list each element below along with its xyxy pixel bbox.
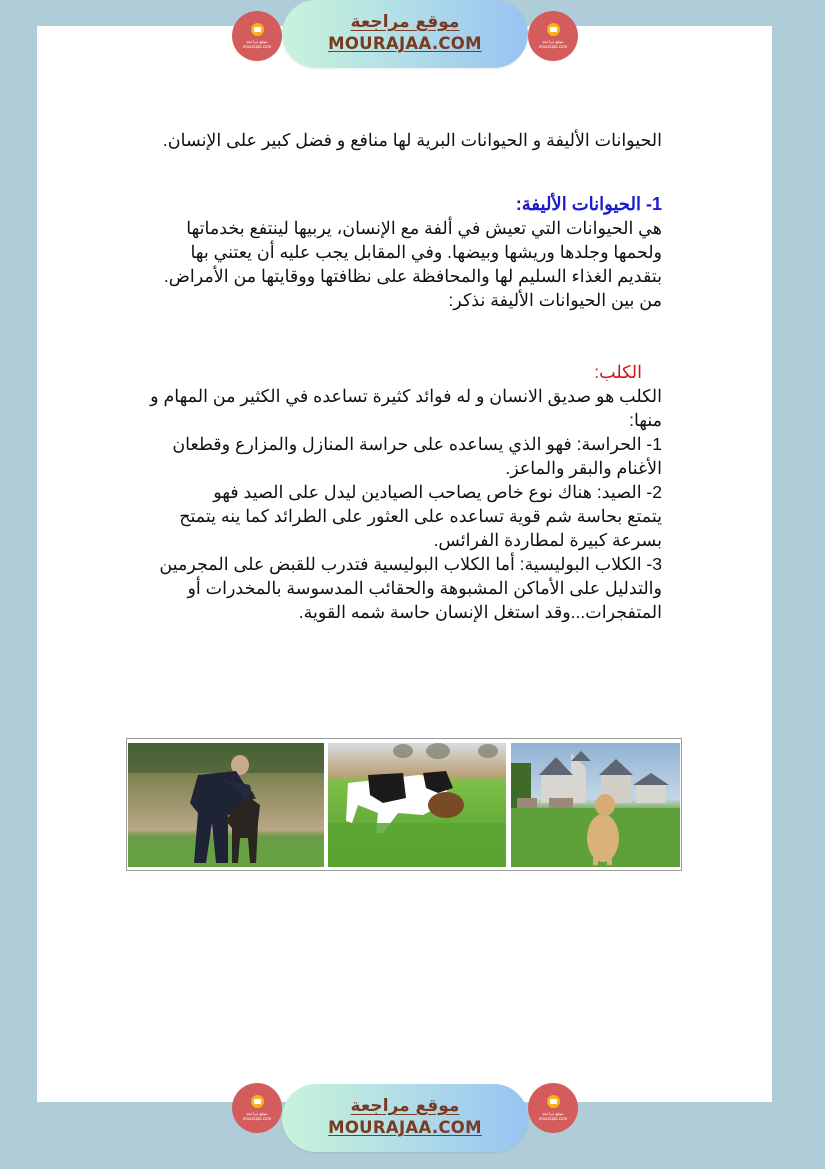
badge-text-ar: موقع مراجعة — [542, 1111, 564, 1116]
paragraph-line: بسرعة كبيرة لمطاردة الفرائس. — [433, 530, 662, 550]
site-logo-badge-left[interactable] — [232, 1083, 282, 1133]
site-logo-badge-right[interactable] — [528, 1083, 578, 1133]
logo-icon — [547, 23, 560, 36]
list-item-police-dogs: 3- الكلاب البوليسية: أما الكلاب البوليسية فتدرب للقبض على المجرمين — [159, 554, 662, 574]
list-item-guarding: 1- الحراسة: فهو الذي يساعده على حراسة المنازل والمزارع وقطعان — [172, 434, 662, 454]
site-link-banner[interactable] — [282, 0, 528, 68]
paragraph-line: الأغنام والبقر والماعز. — [505, 458, 662, 478]
police-dog-photo — [128, 743, 324, 867]
paragraph-line: من بين الحيوانات الأليفة نذكر: — [448, 290, 662, 310]
paragraph-line: والتدليل على الأماكن المشبوهة والحقائب المدسوسة بالمخدرات أو — [187, 578, 662, 598]
paragraph-line: منها: — [629, 410, 662, 430]
site-link-banner[interactable] — [282, 1084, 528, 1152]
site-logo-badge-right[interactable] — [528, 11, 578, 61]
document-body — [126, 128, 662, 624]
badge-text-en: mourajaa.com — [242, 44, 272, 49]
site-name-english[interactable]: MOURAJAA.COM — [328, 34, 482, 53]
logo-icon — [547, 1095, 560, 1108]
badge-text-ar: موقع مراجعة — [542, 39, 564, 44]
intro-paragraph: الحيوانات الأليفة و الحيوانات البرية لها منافع و فضل كبير على الإنسان. — [162, 130, 662, 150]
site-name-arabic[interactable]: موقع مراجعة — [350, 1096, 460, 1116]
list-item-hunting: 2- الصيد: هناك نوع خاص يصاحب الصيادين ليدل على الصيد فهو — [213, 482, 662, 502]
site-logo-badge-left[interactable] — [232, 11, 282, 61]
section-heading-domestic-animals: 1- الحيوانات الأليفة: — [515, 194, 662, 214]
badge-text-ar: موقع مراجعة — [246, 1111, 268, 1116]
paragraph-line: ولحمها وجلدها وريشها وبيضها. وفي المقابل يجب عليه أن يعتني بها — [190, 242, 662, 262]
paragraph-line: المتفجرات...وقد استغل الإنسان حاسة شمه القوية. — [298, 602, 662, 622]
site-name-arabic[interactable]: موقع مراجعة — [350, 12, 460, 32]
paragraph-line: بتقديم الغذاء السليم لها والمحافظة على نظافتها ووقايتها من الأمراض. — [163, 266, 662, 286]
dog-image-gallery — [126, 738, 682, 871]
hunting-dog-photo — [328, 743, 506, 867]
site-name-english[interactable]: MOURAJAA.COM — [328, 1118, 482, 1137]
badge-text-en: mourajaa.com — [538, 44, 568, 49]
subheading-dog: الكلب: — [594, 362, 642, 382]
badge-text-ar: موقع مراجعة — [246, 39, 268, 44]
badge-text-en: mourajaa.com — [538, 1116, 568, 1121]
paragraph-line: الكلب هو صديق الانسان و له فوائد كثيرة تساعده في الكثير من المهام و — [150, 386, 662, 406]
paragraph-line: هي الحيوانات التي تعيش في ألفة مع الإنسان، يربيها لينتفع بخدماتها — [186, 218, 662, 238]
paragraph-line: يتمتع بحاسة شم قوية تساعده على العثور على الطرائد كما ينه يتمتح — [179, 506, 662, 526]
badge-text-en: mourajaa.com — [242, 1116, 272, 1121]
logo-icon — [251, 23, 264, 36]
logo-icon — [251, 1095, 264, 1108]
guard-dog-photo — [511, 743, 680, 867]
